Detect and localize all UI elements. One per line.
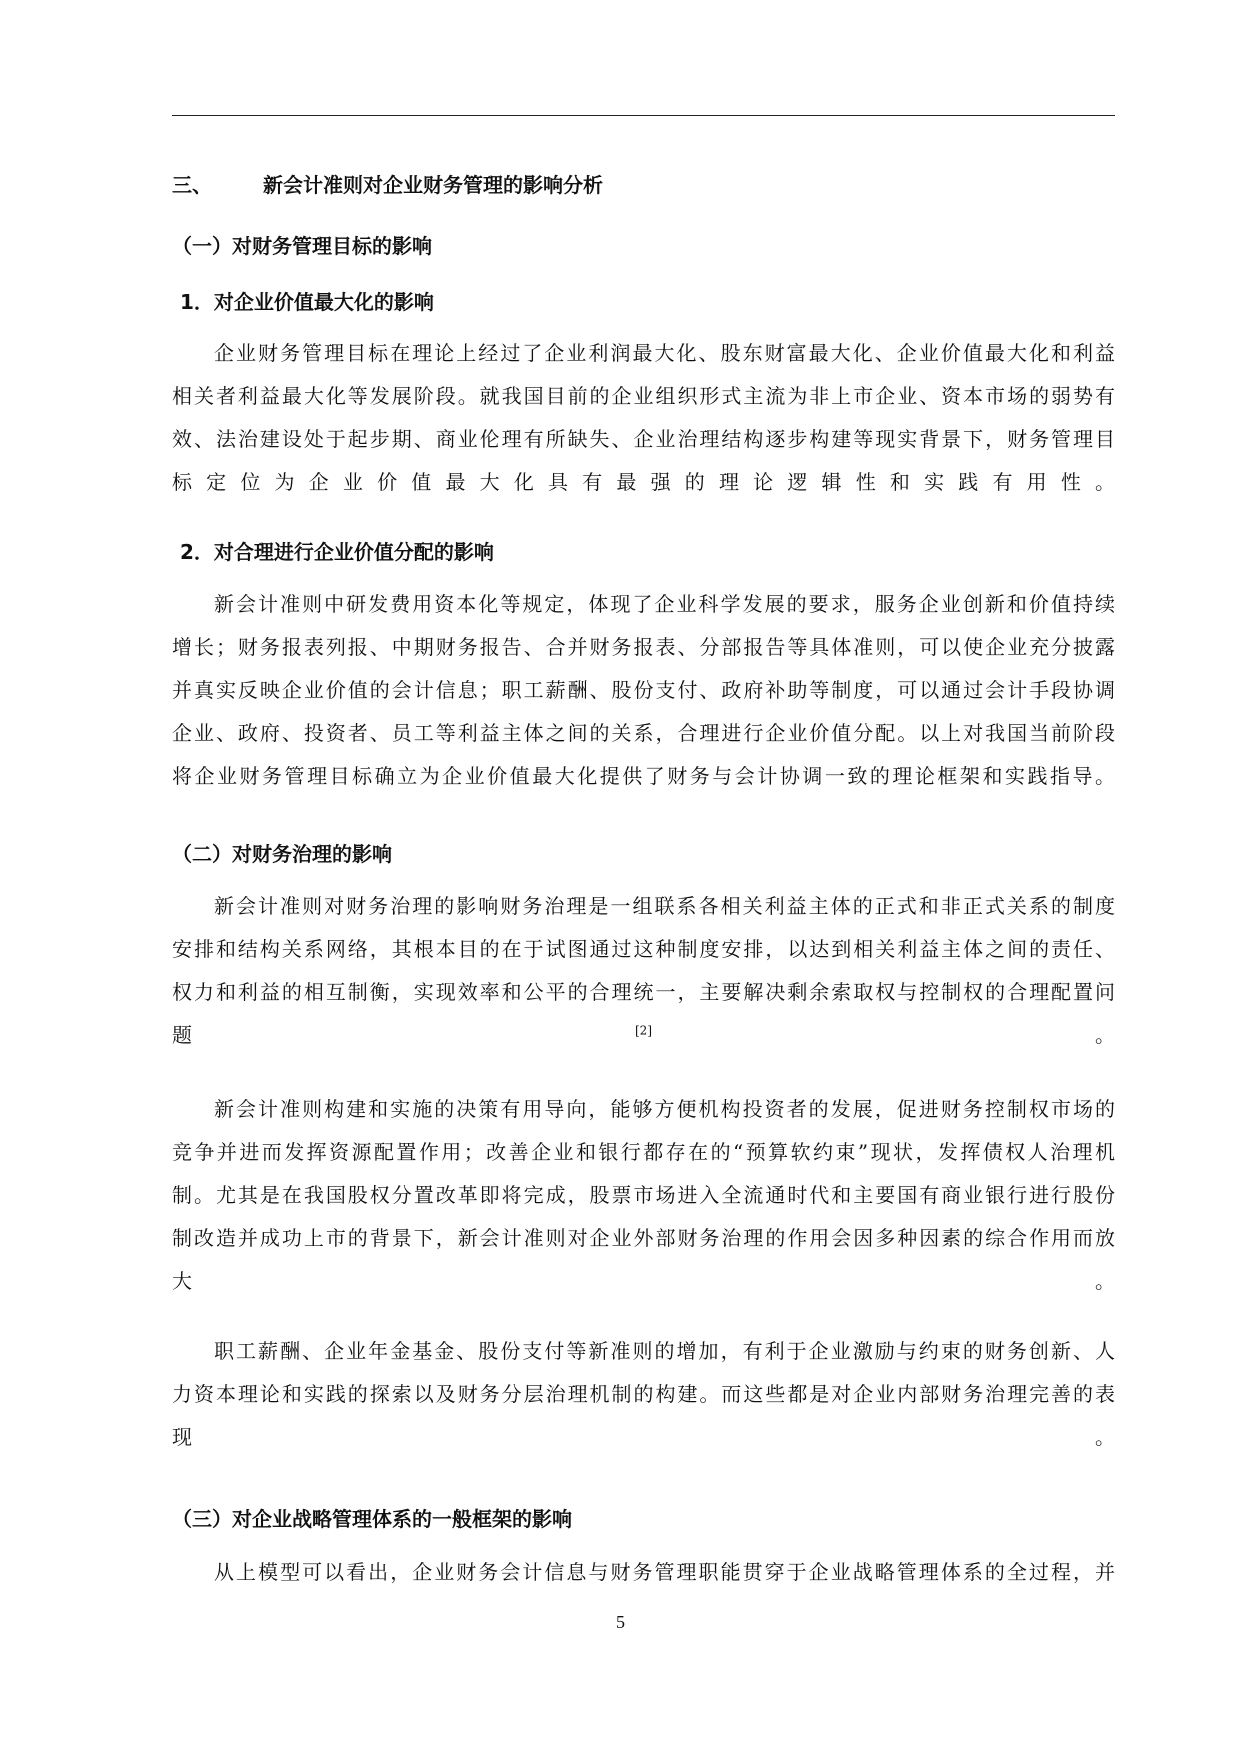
paragraph-line: 安排和结构关系网络，其根本目的在于试图通过这种制度安排，以达到相关利益主体之间的责任、 — [172, 937, 1115, 961]
paragraph-line: 从上模型可以看出，企业财务会计信息与财务管理职能贯穿于企业战略管理体系的全过程，并 — [214, 1560, 1115, 1584]
paragraph-line: 新会计准则对财务治理的影响财务治理是一组联系各相关利益主体的正式和非正式关系的制度 — [214, 894, 1115, 918]
paragraph-line: 新会计准则中研发费用资本化等规定，体现了企业科学发展的要求，服务企业创新和价值持续 — [214, 592, 1115, 616]
header-rule — [172, 115, 1115, 116]
paragraph-line: 力资本理论和实践的探索以及财务分层治理机制的构建。而这些都是对企业内部财务治理完善的表 — [172, 1382, 1115, 1406]
paragraph-1 — [172, 332, 1115, 504]
item-heading-1: 1．对企业价值最大化的影响 — [180, 290, 434, 314]
paragraph-4 — [172, 1088, 1115, 1303]
paragraph-line: 增长；财务报表列报、中期财务报告、合并财务报表、分部报告等具体准则，可以使企业充分披露 — [172, 635, 1115, 659]
paragraph-line: 制。尤其是在我国股权分置改革即将完成，股票市场进入全流通时代和主要国有商业银行进行股份 — [172, 1183, 1115, 1207]
paragraph-line: 效、法治建设处于起步期、商业伦理有所缺失、企业治理结构逐步构建等现实背景下，财务管理目 — [172, 427, 1115, 451]
paragraph-line — [172, 1014, 1115, 1057]
paragraph-3 — [172, 885, 1115, 1057]
paragraph-line: 竞争并进而发挥资源配置作用；改善企业和银行都存在的“预算软约束”现状，发挥债权人治理机 — [172, 1140, 1115, 1164]
paragraph-line: 现。 — [172, 1425, 1115, 1449]
paragraph-text: 题 — [172, 1023, 635, 1047]
paragraph-line: 标定位为企业价值最大化具有最强的理论逻辑性和实践有用性。 — [172, 470, 1115, 494]
paragraph-line: 企业财务管理目标在理论上经过了企业利润最大化、股东财富最大化、企业价值最大化和利益 — [214, 341, 1115, 365]
paragraph-line: 并真实反映企业价值的会计信息；职工薪酬、股份支付、政府补助等制度，可以通过会计手段协调 — [172, 678, 1115, 702]
paragraph-6 — [172, 1551, 1115, 1594]
item-heading-2: 2．对合理进行企业价值分配的影响 — [180, 540, 494, 564]
paragraph-line: 职工薪酬、企业年金基金、股份支付等新准则的增加，有利于企业激励与约束的财务创新、人 — [214, 1339, 1115, 1363]
subheading-2: （二）对财务治理的影响 — [172, 842, 392, 866]
subheading-1: （一）对财务管理目标的影响 — [172, 234, 432, 258]
paragraph-line: 将企业财务管理目标确立为企业价值最大化提供了财务与会计协调一致的理论框架和实践指导。 — [172, 764, 1115, 788]
paragraph-line: 企业、政府、投资者、员工等利益主体之间的关系，合理进行企业价值分配。以上对我国当前阶段 — [172, 721, 1115, 745]
section-heading — [172, 170, 1115, 200]
section-number: 三、 — [172, 173, 212, 197]
paragraph-line: 权力和利益的相互制衡，实现效率和公平的合理统一，主要解决剩余索取权与控制权的合理配置问 — [172, 980, 1115, 1004]
paragraph-line: 大。 — [172, 1269, 1115, 1293]
paragraph-line: 制改造并成功上市的背景下，新会计准则对企业外部财务治理的作用会因多种因素的综合作用而放 — [172, 1226, 1115, 1250]
paragraph-text: 。 — [652, 1023, 1115, 1047]
page-number: 5 — [616, 1612, 625, 1632]
paragraph-line: 相关者利益最大化等发展阶段。就我国目前的企业组织形式主流为非上市企业、资本市场的弱势有 — [172, 384, 1115, 408]
paragraph-2 — [172, 583, 1115, 798]
section-title: 新会计准则对企业财务管理的影响分析 — [263, 173, 603, 197]
paragraph-line: 新会计准则构建和实施的决策有用导向，能够方便机构投资者的发展，促进财务控制权市场的 — [214, 1097, 1115, 1121]
citation-ref: [2] — [635, 1023, 652, 1038]
paragraph-5 — [172, 1330, 1115, 1459]
subheading-3: （三）对企业战略管理体系的一般框架的影响 — [172, 1507, 572, 1531]
